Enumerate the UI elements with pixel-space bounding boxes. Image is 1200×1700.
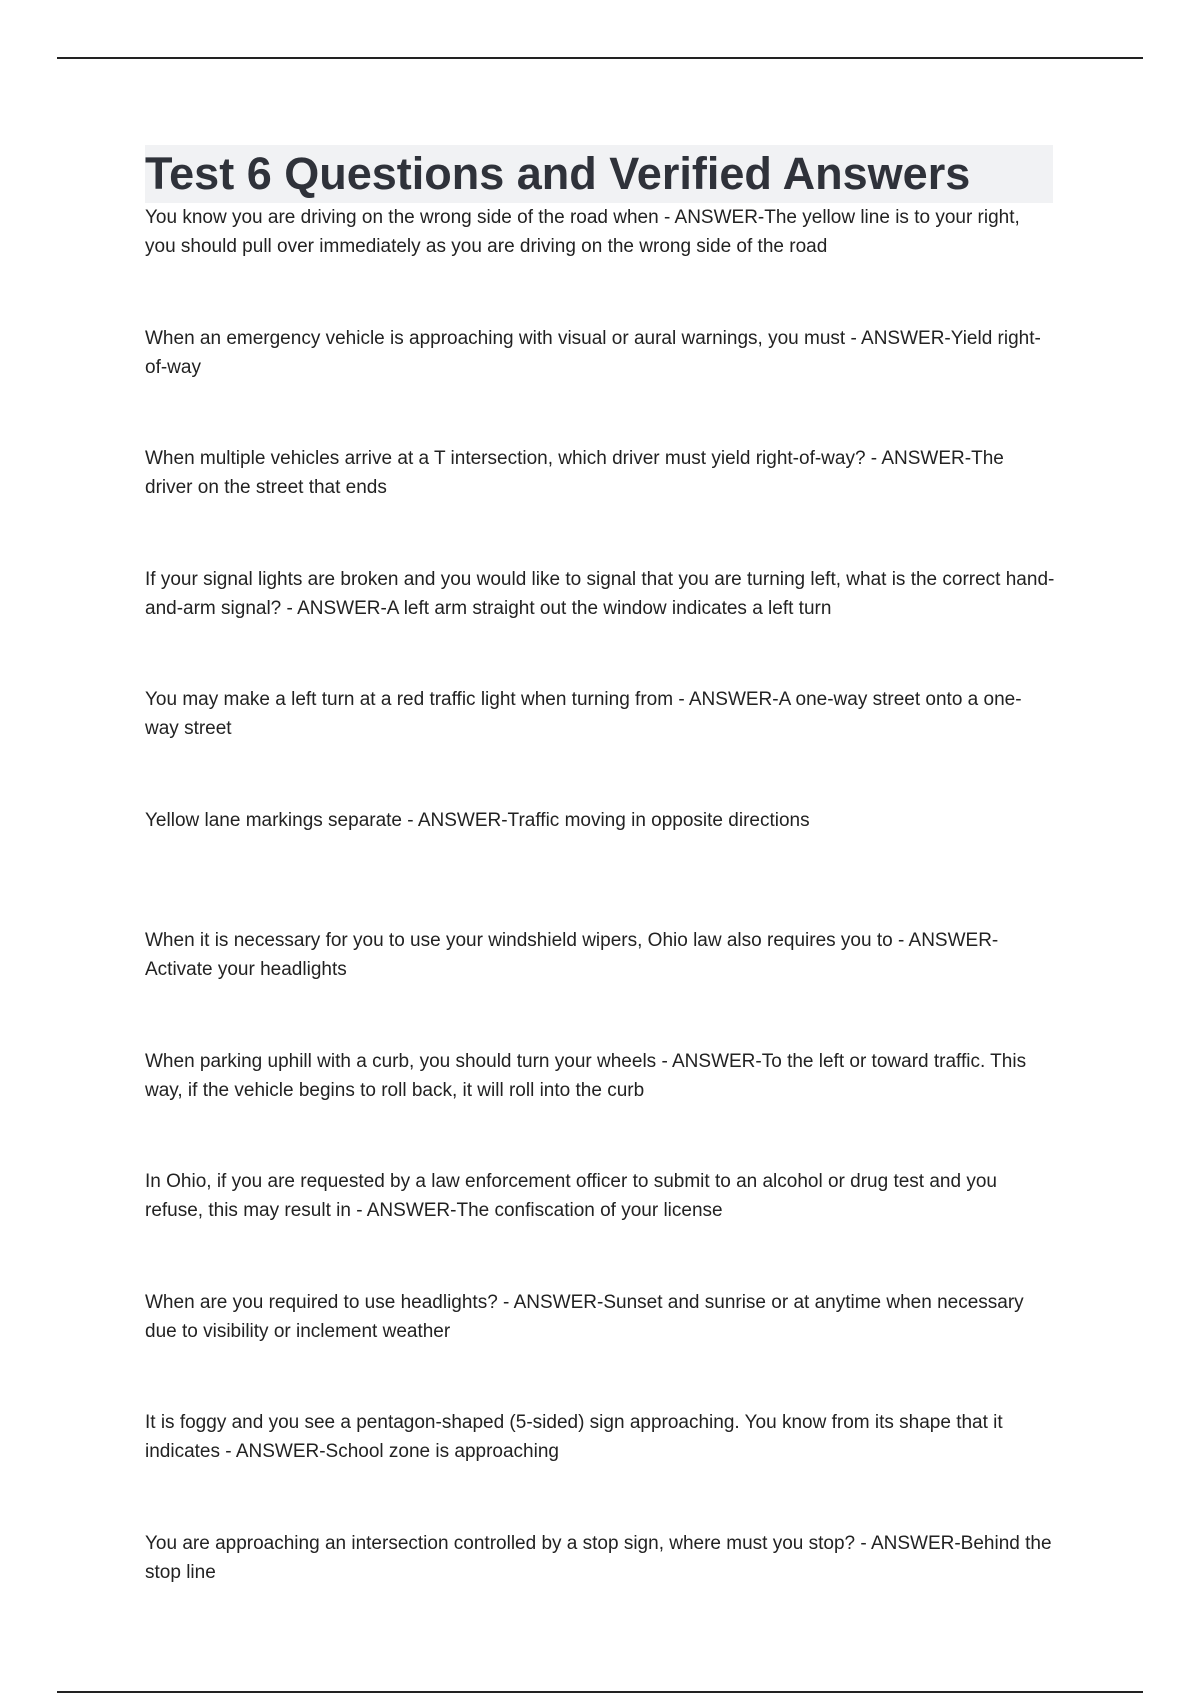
- header-divider: [57, 57, 1143, 59]
- qa-item: You are approaching an intersection controlled by a stop sign, where must you stop? - ANSWER-Behind the stop line: [145, 1532, 1052, 1583]
- qa-item: If your signal lights are broken and you would like to signal that you are turning left, what is the correct hand-and-arm signal? - ANSWER-A left arm straight out the window indicates a left turn: [145, 568, 1055, 619]
- document-body: [145, 145, 1055, 1649]
- qa-item: When it is necessary for you to use your windshield wipers, Ohio law also requires you to - ANSWER-Activate your headlights: [145, 930, 999, 980]
- footer-divider: [57, 1691, 1143, 1693]
- page-title: Test 6 Questions and Verified Answers: [145, 148, 971, 199]
- qa-item: Yellow lane markings separate - ANSWER-Traffic moving in opposite directions: [145, 809, 810, 831]
- qa-item: In Ohio, if you are requested by a law enforcement officer to submit to an alcohol or drug test and you refuse, this may result in - ANSWER-The confiscation of your license: [145, 1171, 997, 1221]
- qa-item: When parking uphill with a curb, you should turn your wheels - ANSWER-To the left or toward traffic. This way, if the vehicle begins to roll back, it will roll into the curb: [145, 1050, 1027, 1101]
- qa-item: When multiple vehicles arrive at a T intersection, which driver must yield right-of-way? - ANSWER-The driver on the street that ends: [145, 448, 1004, 498]
- qa-item: When are you required to use headlights? - ANSWER-Sunset and sunrise or at anytime when necessary due to visibility or inclement weather: [145, 1291, 1024, 1342]
- qa-item: You know you are driving on the wrong side of the road when - ANSWER-The yellow line is to your right, you should pull over immediately as you are driving on the wrong side of the road: [145, 207, 1020, 257]
- qa-item: When an emergency vehicle is approaching with visual or aural warnings, you must - ANSWER-Yield right-of-way: [145, 327, 1041, 378]
- title-highlight: [145, 145, 1053, 203]
- qa-item: You may make a left turn at a red traffic light when turning from - ANSWER-A one-way street onto a one-way street: [145, 689, 1022, 739]
- qa-item: It is foggy and you see a pentagon-shaped (5-sided) sign approaching. You know from its shape that it indicates - ANSWER-School zone is approaching: [145, 1412, 1003, 1462]
- qa-list: [145, 203, 1055, 1587]
